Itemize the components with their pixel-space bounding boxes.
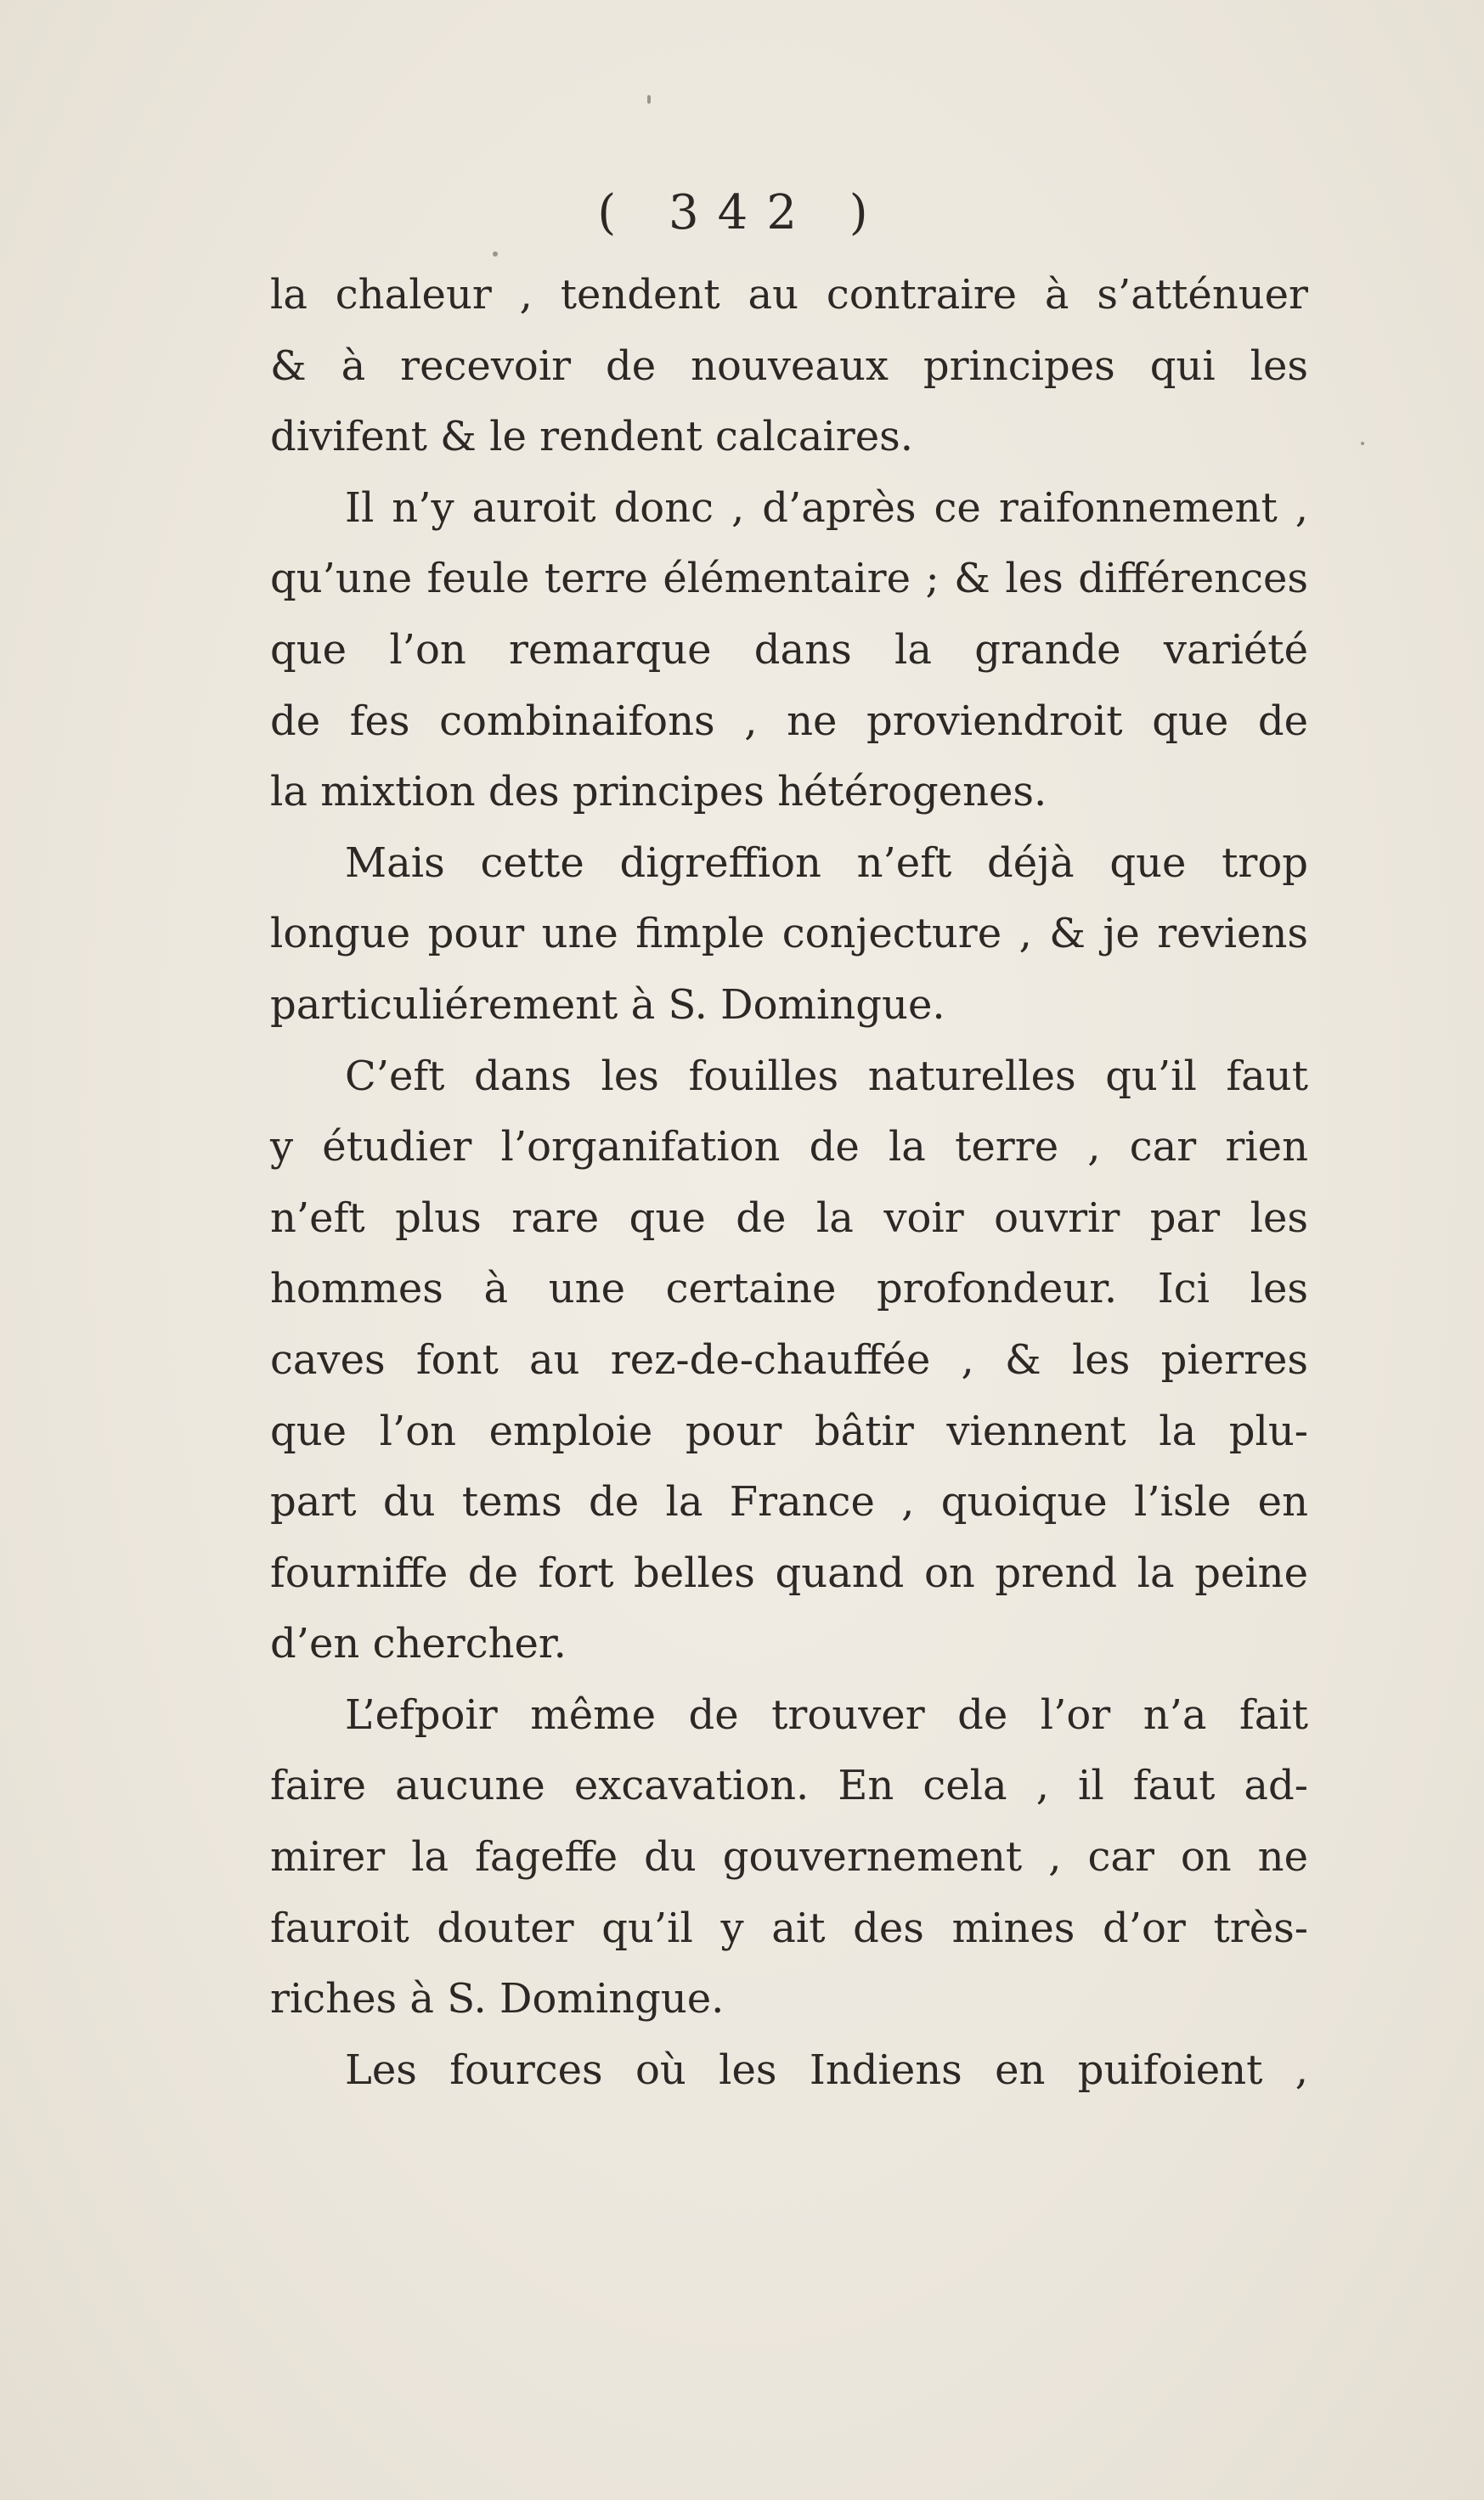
text-line: part du tems de la France , quoique l’isle en [270, 1478, 1308, 1527]
text-line: Les fources où les Indiens en puifoient , [345, 2046, 1308, 2094]
paper-speck [1361, 442, 1364, 445]
text-line: que l’on emploie pour bâtir viennent la plu- [270, 1407, 1308, 1455]
text-line: longue pour une fimple conjecture , & je reviens [270, 910, 1308, 958]
page-number-header: ( 342 ) [597, 185, 887, 240]
text-line: fourniffe de fort belles quand on prend la peine [270, 1549, 1308, 1597]
text-line: la mixtion des principes hétérogenes. [270, 768, 1047, 816]
text-line: qu’une feule terre élémentaire ; & les différences [270, 555, 1308, 603]
text-line: n’eft plus rare que de la voir ouvrir par les [270, 1194, 1308, 1242]
text-line: que l’on remarque dans la grande variété [270, 625, 1308, 674]
text-line: de fes combinaifons , ne proviendroit que de [270, 697, 1308, 745]
text-line: Il n’y auroit donc , d’après ce raifonnement , [345, 483, 1308, 532]
text-line: mirer la fageffe du gouvernement , car on ne [270, 1833, 1308, 1882]
text-line: la chaleur , tendent au contraire à s’atténuer [270, 271, 1308, 319]
text-line: L’efpoir même de trouver de l’or n’a fait [345, 1690, 1308, 1739]
text-line: caves font au rez-de-chauffée , & les pierres [270, 1335, 1308, 1384]
paper-speck [647, 95, 651, 104]
text-line: faire aucune excavation. En cela , il faut ad- [270, 1762, 1308, 1810]
paper-speck [493, 251, 498, 257]
text-line: Mais cette digreffion n’eft déjà que trop [345, 838, 1308, 887]
text-line: riches à S. Domingue. [270, 1975, 725, 2023]
text-line: d’en chercher. [270, 1620, 567, 1668]
text-line: fauroit douter qu’il y ait des mines d’or très- [270, 1904, 1308, 1952]
text-line: divifent & le rendent calcaires. [270, 413, 913, 461]
text-line: C’eft dans les fouilles naturelles qu’il faut [345, 1052, 1308, 1100]
text-line: & à recevoir de nouveaux principes qui les [270, 341, 1308, 390]
body-text [270, 260, 1308, 2106]
text-line: hommes à une certaine profondeur. Ici les [270, 1265, 1308, 1313]
text-line: particuliérement à S. Domingue. [270, 980, 945, 1029]
text-line: y étudier l’organifation de la terre , car rien [270, 1123, 1308, 1171]
